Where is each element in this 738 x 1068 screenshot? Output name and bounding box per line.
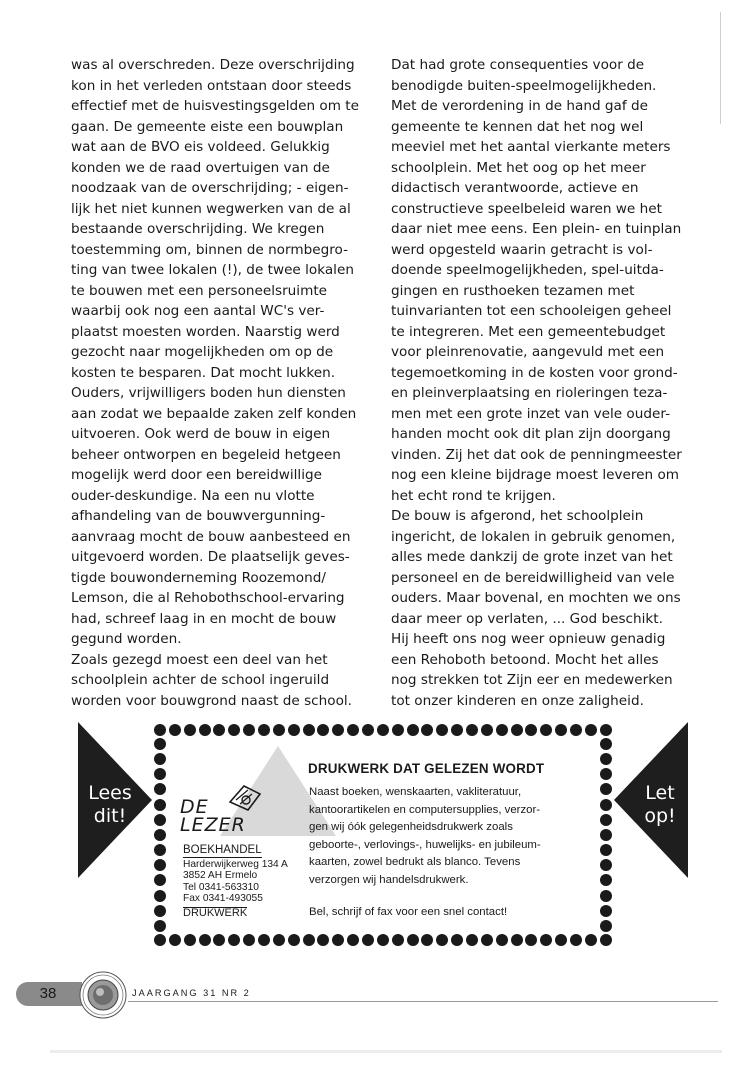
article-line: vinden. Zij het dat ook de penningmeester	[391, 446, 682, 463]
article-line: te bouwen met een personeelsruimte	[71, 282, 328, 299]
article-line: werd opgesteld waarin getracht is vol-	[391, 241, 653, 258]
article-line: gegund worden.	[71, 631, 182, 647]
border-dot	[377, 934, 389, 946]
border-dot	[585, 934, 597, 946]
footer-rule	[128, 1001, 718, 1002]
article-line: doende speelmogelijkheden, spel-uitda-	[391, 262, 664, 278]
border-dot	[154, 829, 166, 841]
border-dot	[466, 934, 478, 946]
article-line: uitvoeren. Ook werd de bouw in eigen	[71, 426, 331, 442]
article-line: ting van twee lokalen (!), de twee lokalen	[71, 262, 354, 278]
article-line: was al overschreden. Deze overschrijding	[71, 57, 355, 73]
border-dot	[600, 844, 612, 856]
border-dot	[288, 934, 300, 946]
article-line: Hij heeft ons nog weer opnieuw genadig	[391, 631, 666, 647]
border-dot	[154, 814, 166, 826]
article-line: tuinvarianten tot een schooleigen geheel	[391, 303, 672, 319]
border-dot	[347, 724, 359, 736]
article-line: nog een kleine bijdrage moest leveren om	[391, 467, 680, 483]
article-line: had, schreef laag in en mocht de bouw	[71, 610, 337, 627]
border-dot	[154, 859, 166, 871]
border-dot	[600, 905, 612, 917]
article-line: gingen en rusthoeken tezamen met	[391, 282, 635, 299]
logo-word-de: DE	[180, 796, 209, 818]
ad-body-text	[309, 784, 594, 889]
border-dot	[600, 814, 612, 826]
border-dot	[407, 934, 419, 946]
border-dot	[481, 724, 493, 736]
article-line: worden voor bouwgrond naast de school.	[71, 692, 353, 709]
article-line: aan zodat we bepaalde zaken zelf konden	[71, 405, 357, 422]
ad-body-line: kaarten, zowel bedrukt als blanco. Tevens	[309, 856, 521, 868]
border-dot	[570, 934, 582, 946]
shop-address-block	[183, 845, 303, 920]
border-dot	[154, 724, 166, 736]
article-line: schoolplein achter de school ingeruild	[71, 672, 330, 688]
border-dot	[600, 920, 612, 932]
article-column-left	[71, 55, 371, 711]
border-dot	[169, 724, 181, 736]
border-dot	[600, 859, 612, 871]
border-dot	[332, 724, 344, 736]
article-line: een Rehoboth betoond. Mocht het alles	[391, 651, 659, 668]
border-dot	[540, 934, 552, 946]
border-dot	[154, 934, 166, 946]
lees-dit-label	[82, 782, 138, 828]
article-line: gemeente te kennen dat het nog wel	[391, 118, 644, 135]
border-dot	[436, 724, 448, 736]
border-dot	[154, 753, 166, 765]
border-dot	[154, 844, 166, 856]
article-line: wat aan de BVO eis voldeed. Gelukkig	[71, 139, 330, 155]
border-dot	[570, 724, 582, 736]
article-line: tigde bouwonderneming Roozemond/	[71, 569, 326, 586]
border-dot	[377, 724, 389, 736]
border-dot	[243, 934, 255, 946]
border-dot	[511, 724, 523, 736]
article-line: effectief met de huisvestingsgelden om te	[71, 98, 359, 114]
article-line: uitgevoerd worden. De plaatselijk geves-	[71, 549, 350, 565]
border-dot	[421, 934, 433, 946]
shop-phone: Tel 0341-563310	[183, 881, 259, 893]
logo-word-lezer: LEZER	[180, 814, 246, 836]
shop-address: Harderwijkerweg 134 A	[183, 858, 288, 870]
border-dot	[511, 934, 523, 946]
de-lezer-logo	[180, 780, 300, 840]
border-dot	[332, 934, 344, 946]
article-line: tegemoetkoming in de kosten voor grond-	[391, 364, 678, 381]
dot-border-right	[600, 738, 612, 932]
border-dot	[407, 724, 419, 736]
article-line: gezocht naar mogelijkheden om op de	[71, 344, 334, 360]
article-line: ingericht, de lokalen in gebruik genomen,	[391, 528, 676, 545]
border-dot	[347, 934, 359, 946]
article-line: voor pleinrenovatie, aangevuld met een	[391, 344, 665, 360]
border-dot	[184, 934, 196, 946]
border-dot	[303, 724, 315, 736]
border-dot	[154, 738, 166, 750]
border-dot	[317, 724, 329, 736]
border-dot	[525, 724, 537, 736]
article-line: Zoals gezegd moest een deel van het	[71, 651, 328, 668]
article-line: aanvraag mocht de bouw aanbesteed en	[71, 528, 351, 545]
ad-body-line: kantoorartikelen en computersupplies, verzor-	[309, 803, 541, 816]
border-dot	[243, 724, 255, 736]
article-line: Lemson, die al Rehobothschool-ervaring	[71, 590, 345, 606]
article-line: nog strekken tot Zijn eer en medewerken	[391, 672, 673, 688]
border-dot	[228, 934, 240, 946]
article-line: het echt rond te krijgen.	[391, 487, 556, 504]
let-word: Let	[645, 782, 675, 804]
article-line: gaan. De gemeente eiste een bouwplan	[71, 118, 344, 135]
article-line: Met de verordening in de hand gaf de	[391, 98, 648, 114]
border-dot	[199, 934, 211, 946]
border-dot	[303, 934, 315, 946]
border-dot	[600, 934, 612, 946]
article-line: Dat had grote consequenties voor de	[391, 57, 645, 73]
article-line: meeviel met het aantal vierkante meters	[391, 139, 671, 155]
border-dot	[154, 783, 166, 795]
ad-body-line: geboorte-, verlovings-, huwelijks- en jubileum-	[309, 838, 541, 851]
dot-border-left	[154, 738, 166, 932]
shop-service: DRUKWERK	[183, 906, 248, 919]
border-dot	[213, 934, 225, 946]
border-dot	[154, 890, 166, 902]
ad-body-line: verzorgen wij handelsdrukwerk.	[309, 873, 469, 886]
article-line: lijk het niet kunnen wegwerken van de al	[71, 200, 351, 217]
shop-fax: Fax 0341-493055	[183, 893, 263, 905]
border-dot	[555, 724, 567, 736]
border-dot	[258, 934, 270, 946]
article-line: mogelijk werd door een bereidwillige	[71, 467, 322, 483]
article-line: handen mocht ook dit plan zijn doorgang	[391, 426, 671, 442]
article-line: didactisch verantwoorde, actieve en	[391, 180, 639, 196]
border-dot	[273, 934, 285, 946]
ad-body-line: gen wij óók gelegenheidsdrukwerk zoals	[309, 821, 513, 833]
page-number: 38	[39, 985, 57, 1002]
border-dot	[466, 724, 478, 736]
border-dot	[288, 724, 300, 736]
dot-border-bottom	[154, 934, 612, 946]
open-book-icon	[226, 780, 268, 814]
article-line: alles mede dankzij de grote inzet van het	[391, 549, 673, 565]
issue-label: JAARGANG 31 NR 2	[132, 988, 251, 998]
article-line: ouder-deskundige. Na een nu vlotte	[71, 487, 315, 504]
border-dot	[154, 920, 166, 932]
advertisement	[0, 718, 738, 953]
article-line: tot onzer kinderen en onze zaligheid.	[391, 692, 644, 709]
border-dot	[600, 829, 612, 841]
border-dot	[600, 753, 612, 765]
border-dot	[436, 934, 448, 946]
border-dot	[600, 783, 612, 795]
border-dot	[451, 724, 463, 736]
dit-word: dit!	[93, 805, 127, 827]
border-dot	[451, 934, 463, 946]
border-dot	[600, 724, 612, 736]
border-dot	[213, 724, 225, 736]
shop-name: BOEKHANDEL	[183, 844, 262, 856]
border-dot	[496, 934, 508, 946]
dot-border-top	[154, 724, 612, 736]
ad-body-line: Naast boeken, wenskaarten, vakliteratuur,	[309, 786, 522, 798]
border-dot	[540, 724, 552, 736]
border-dot	[421, 724, 433, 736]
article-line: te integreren. Met een gemeentebudget	[391, 323, 666, 340]
border-dot	[525, 934, 537, 946]
article-line: benodigde buiten-speelmogelijkheden.	[391, 77, 657, 94]
border-dot	[228, 724, 240, 736]
article-line: beheer ontworpen en begeleid hetgeen	[71, 446, 341, 463]
page-bottom-shade	[50, 1050, 722, 1053]
shop-postcode: 3852 AH Ermelo	[183, 870, 258, 882]
border-dot	[600, 799, 612, 811]
ad-headline: DRUKWERK DAT GELEZEN WORDT	[308, 761, 545, 776]
ad-contact-line: Bel, schrijf of fax voor een snel contact!	[309, 906, 508, 918]
border-dot	[600, 738, 612, 750]
article-column-right	[391, 55, 711, 711]
border-dot	[154, 799, 166, 811]
article-line: De bouw is afgerond, het schoolplein	[391, 508, 644, 524]
article-line: schoolplein. Met het oog op het meer	[391, 159, 646, 176]
lees-word: Lees	[88, 782, 132, 804]
border-dot	[258, 724, 270, 736]
op-word: op!	[644, 805, 676, 827]
border-dot	[199, 724, 211, 736]
magazine-emblem-icon	[78, 970, 128, 1020]
border-dot	[184, 724, 196, 736]
article-line: kon in het verleden ontstaan door steeds	[71, 77, 352, 94]
article-line: noodzaak van de overschrijding; - eigen-	[71, 180, 349, 196]
article-line: waarbij ook nog een aantal WC's ver-	[71, 303, 325, 319]
border-dot	[481, 934, 493, 946]
article-line: daar niet mee eens. Een plein- en tuinplan	[391, 221, 682, 237]
article-line: Ouders, vrijwilligers boden hun diensten	[71, 385, 346, 401]
article-line: toestemming om, binnen de normbegro-	[71, 241, 348, 258]
article-line: plaatst moesten worden. Naarstig werd	[71, 323, 340, 340]
border-dot	[600, 768, 612, 780]
border-dot	[362, 934, 374, 946]
border-dot	[154, 768, 166, 780]
article-line: afhandeling van de bouwvergunning-	[71, 508, 326, 524]
article-line: men met een grote inzet van vele ouder-	[391, 405, 670, 422]
article-line: daar meer op verlaten, ... God beschikt.	[391, 610, 663, 627]
border-dot	[154, 905, 166, 917]
article-line: constructieve speelbeleid waren we het	[391, 200, 662, 217]
page-edge-rule	[720, 12, 721, 124]
article-line: personeel en de bereidwilligheid van vele	[391, 569, 675, 586]
border-dot	[362, 724, 374, 736]
border-dot	[392, 934, 404, 946]
border-dot	[317, 934, 329, 946]
border-dot	[392, 724, 404, 736]
article-line: kosten te besparen. Dat mocht lukken.	[71, 364, 336, 381]
let-op-label	[632, 782, 688, 828]
article-line: konden we de raad overtuigen van de	[71, 159, 330, 176]
border-dot	[585, 724, 597, 736]
border-dot	[154, 874, 166, 886]
border-dot	[600, 874, 612, 886]
article-line: en pleinverplaatsing en rioleringen teza-	[391, 385, 668, 401]
border-dot	[555, 934, 567, 946]
border-dot	[496, 724, 508, 736]
article-line: bestaande overschrijding. We kregen	[71, 221, 325, 237]
border-dot	[273, 724, 285, 736]
article-line: ouders. Maar bovenal, en mochten we ons	[391, 590, 681, 606]
border-dot	[600, 890, 612, 902]
border-dot	[169, 934, 181, 946]
